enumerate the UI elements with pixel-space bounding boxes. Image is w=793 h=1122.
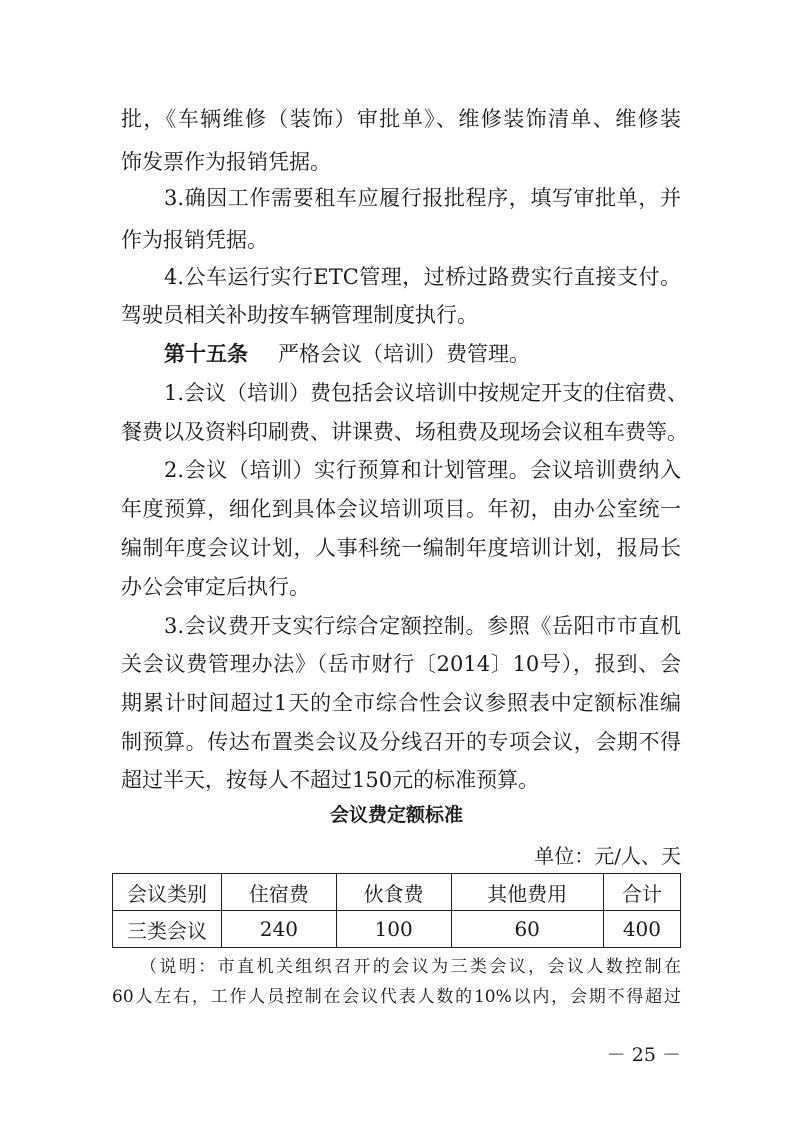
body-line: 编制年度会议计划，人事科统一编制年度培训计划，报局长 (121, 536, 681, 560)
article-number: 第十五条 (164, 342, 248, 366)
body-line: 驾驶员相关补助按车辆管理制度执行。 (121, 303, 478, 327)
body-line: 超过半天，按每人不超过150元的标准预算。 (121, 768, 540, 792)
article-heading (164, 341, 530, 367)
table-note: （说明：市直机关组织召开的会议为三类会议，会议人数控制在 (140, 957, 681, 977)
article-title: 严格会议（培训）费管理。 (278, 342, 530, 366)
table-header-cell: 伙食费 (336, 874, 451, 911)
body-line: 年度预算，细化到具体会议培训项目。年初，由办公室统一 (121, 497, 681, 521)
table-cell: 60 (451, 911, 603, 948)
body-line: 1.会议（培训）费包括会议培训中按规定开支的住宿费、 (164, 381, 689, 405)
body-line: 3.会议费开支实行综合定额控制。参照《岳阳市市直机 (164, 614, 681, 638)
body-line: 2.会议（培训）实行预算和计划管理。会议培训费纳入 (164, 458, 681, 482)
table-header-cell: 住宿费 (222, 874, 337, 911)
table-unit: 单位：元/人、天 (534, 844, 681, 868)
body-line: 办公会审定后执行。 (121, 575, 310, 599)
body-line: 期累计时间超过1天的全市综合性会议参照表中定额标准编 (121, 691, 681, 715)
table-title: 会议费定额标准 (329, 804, 463, 826)
table-cell: 三类会议 (113, 911, 222, 948)
table-header-row (113, 874, 681, 911)
table-note: 60人左右，工作人员控制在会议代表人数的10%以内，会期不得超过 (112, 987, 681, 1007)
page-number: － 25 － (606, 1044, 681, 1066)
table-row (113, 911, 681, 948)
table-header-cell: 其他费用 (451, 874, 603, 911)
table-cell: 240 (222, 911, 337, 948)
body-line: 制预算。传达布置类会议及分线召开的专项会议，会期不得 (121, 730, 681, 754)
body-line: 餐费以及资料印刷费、讲课费、场租费及现场会议租车费等。 (121, 420, 688, 444)
table-header-cell: 合计 (603, 874, 680, 911)
body-line: 关会议费管理办法》（岳市财行〔2014〕10号），报到、会 (121, 652, 681, 676)
table-cell: 400 (603, 911, 680, 948)
table-header-cell: 会议类别 (113, 874, 222, 911)
table-cell: 100 (336, 911, 451, 948)
body-line: 3.确因工作需要租车应履行报批程序，填写审批单，并 (164, 186, 681, 210)
body-line: 4.公车运行实行ETC管理，过桥过路费实行直接支付。 (164, 265, 681, 289)
body-line: 作为报销凭据。 (121, 228, 268, 252)
body-line: 批，《车辆维修（装饰）审批单》、维修装饰清单、维修装 (121, 107, 681, 131)
meeting-fee-table (112, 873, 681, 948)
body-line: 饰发票作为报销凭据。 (121, 150, 331, 174)
